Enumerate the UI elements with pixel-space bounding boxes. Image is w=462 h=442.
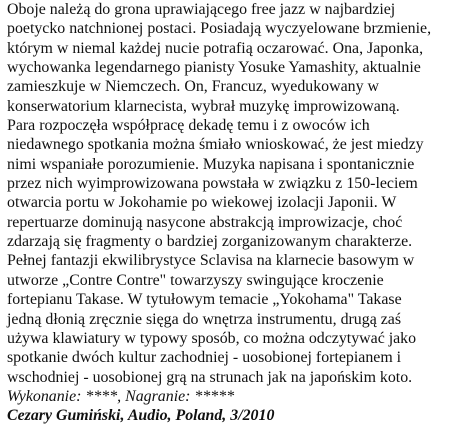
review-line: spotkanie dwóch kultur zachodniej - uosobionej fortepianem i bbox=[7, 349, 402, 367]
review-line: Pełnej fantazji ekwilibrystyce Sclavisa na klarnecie basowym w bbox=[7, 252, 415, 270]
review-line: zamieszkuje w Niemczech. On, Francuz, wyedukowany w bbox=[7, 78, 379, 96]
review-line: fortepianu Takase. W tytułowym temacie „Yokohama" Takase bbox=[7, 291, 402, 309]
review-line: przez nich wyimprowizowana powstała w związku z 150-leciem bbox=[7, 175, 418, 193]
review-text-block bbox=[7, 0, 459, 426]
review-line: utworze „Contre Contre" towarzyszy swingujące kroczenie bbox=[7, 271, 384, 289]
author-signature: Cezary Gumiński, Audio, Poland, 3/2010 bbox=[7, 407, 275, 425]
review-line: wschodniej - uosobionej grą na strunach jak na japońskim koto. bbox=[7, 368, 413, 386]
review-line: wychowanka legendarnego pianisty Yosuke Yamashity, aktualnie bbox=[7, 59, 421, 77]
review-line: jedną dłonią zręcznie sięga do wnętrza instrumentu, drugą zaś bbox=[7, 310, 402, 328]
review-line: repertuarze dominują nasycone abstrakcją improwizacje, choć bbox=[7, 213, 403, 231]
ratings-line: Wykonanie: ****, Nagranie: ***** bbox=[7, 387, 235, 405]
review-line: Oboje należą do grona uprawiającego free jazz w najbardziej bbox=[7, 1, 396, 18]
review-line: poetycko natchnionej postaci. Posiadają wyczyelowane brzmienie, bbox=[7, 20, 432, 38]
review-line: zdarzają się fragmenty o bardziej zorganizowanym charakterze. bbox=[7, 233, 413, 251]
review-line: używa klawiatury w typowy sposób, co można odczytywać jako bbox=[7, 329, 417, 347]
review-line: niedawnego spotkania można śmiało wnioskować, że jest miedzy bbox=[7, 136, 424, 154]
review-line: otwarcia portu w Jokohamie po wiekowej izolacji Japonii. W bbox=[7, 194, 397, 212]
review-line: konserwatorium klarnecista, wybrał muzykę improwizowaną. bbox=[7, 97, 400, 115]
review-line: Para rozpoczęła współpracę dekadę temu i z owoców ich bbox=[7, 117, 370, 135]
review-line: którym w niemal każdej nucie potrafią oczarować. Ona, Japonka, bbox=[7, 39, 424, 57]
review-line: nimi wspaniałe porozumienie. Muzyka napisana i spontanicznie bbox=[7, 155, 415, 173]
